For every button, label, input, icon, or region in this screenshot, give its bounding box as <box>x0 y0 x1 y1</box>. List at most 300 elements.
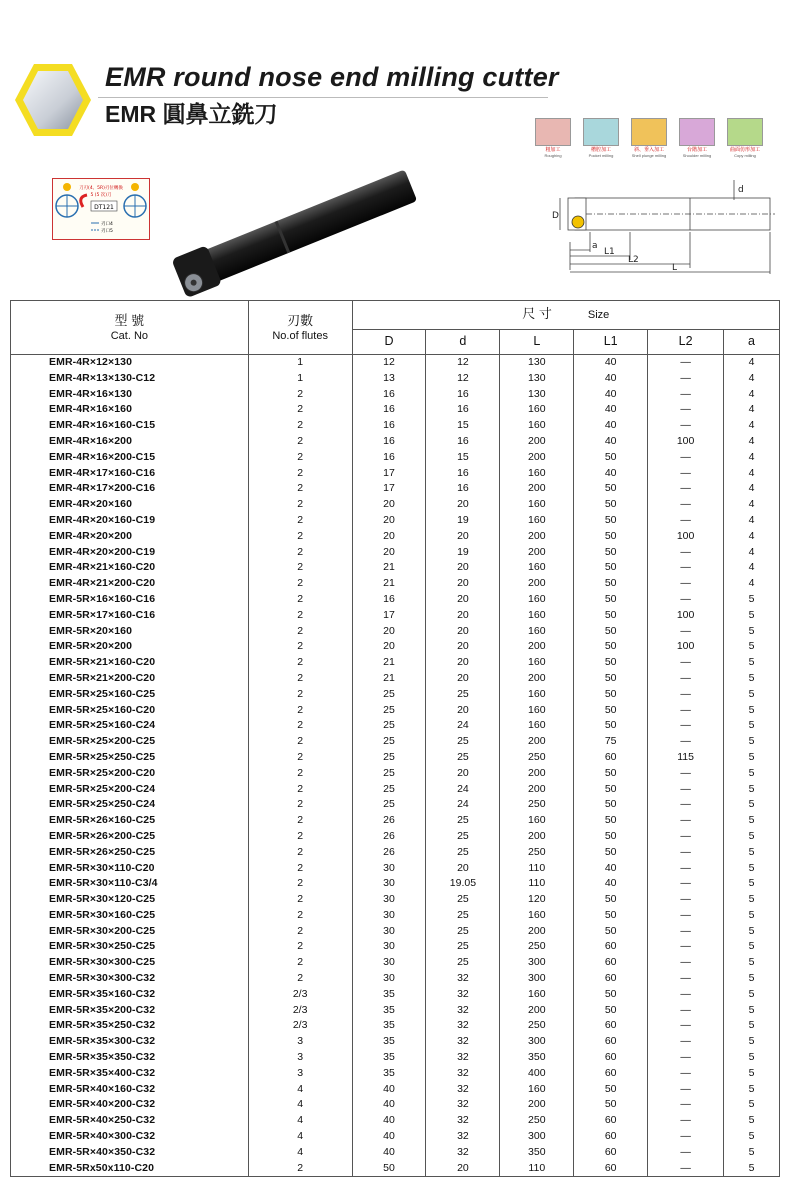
table-row <box>11 908 780 924</box>
value-cell: 160 <box>500 1082 574 1098</box>
value-cell: 20 <box>426 592 500 608</box>
value-cell: 35 <box>352 1018 426 1034</box>
table-row <box>11 481 780 497</box>
value-cell: 50 <box>574 782 648 798</box>
value-cell: 32 <box>426 1050 500 1066</box>
value-cell: 2 <box>248 845 352 861</box>
value-cell: 160 <box>500 497 574 513</box>
value-cell: 2 <box>248 513 352 529</box>
table-row <box>11 782 780 798</box>
value-cell: 50 <box>574 497 648 513</box>
value-cell: 5 <box>724 782 780 798</box>
cat-no-cell: EMR-4R×16×160-C15 <box>11 418 249 434</box>
value-cell: 4 <box>248 1082 352 1098</box>
svg-text:刃口5: 刃口5 <box>101 229 113 234</box>
cat-no-cell: EMR-5R×25×200-C20 <box>11 766 249 782</box>
value-cell: 200 <box>500 766 574 782</box>
value-cell: 32 <box>426 1129 500 1145</box>
value-cell: — <box>648 829 724 845</box>
value-cell: — <box>648 861 724 877</box>
dimension-diagram <box>530 170 780 285</box>
value-cell: 50 <box>574 529 648 545</box>
value-cell: 20 <box>426 576 500 592</box>
value-cell: 25 <box>426 687 500 703</box>
value-cell: 5 <box>724 639 780 655</box>
svg-text:L1: L1 <box>604 247 615 257</box>
table-row <box>11 576 780 592</box>
value-cell: — <box>648 402 724 418</box>
table-row <box>11 1034 780 1050</box>
table-row <box>11 639 780 655</box>
value-cell: 60 <box>574 1113 648 1129</box>
value-cell: 160 <box>500 402 574 418</box>
value-cell: 160 <box>500 987 574 1003</box>
value-cell: 2 <box>248 387 352 403</box>
value-cell: 200 <box>500 782 574 798</box>
value-cell: 60 <box>574 1034 648 1050</box>
value-cell: 20 <box>426 529 500 545</box>
value-cell: 32 <box>426 987 500 1003</box>
value-cell: 30 <box>352 876 426 892</box>
value-cell: 4 <box>724 513 780 529</box>
value-cell: 30 <box>352 939 426 955</box>
value-cell: 50 <box>574 576 648 592</box>
value-cell: 110 <box>500 861 574 877</box>
value-cell: — <box>648 545 724 561</box>
cat-no-cell: EMR-5R×40×160-C32 <box>11 1082 249 1098</box>
value-cell: 50 <box>574 687 648 703</box>
value-cell: 25 <box>426 734 500 750</box>
value-cell: 5 <box>724 908 780 924</box>
value-cell: 5 <box>724 924 780 940</box>
value-cell: 40 <box>574 466 648 482</box>
value-cell: 5 <box>724 1161 780 1177</box>
page-title-en: EMR round nose end milling cutter <box>105 62 559 92</box>
table-row <box>11 1003 780 1019</box>
value-cell: 200 <box>500 545 574 561</box>
value-cell: 160 <box>500 466 574 482</box>
table-row <box>11 592 780 608</box>
value-cell: 20 <box>352 513 426 529</box>
value-cell: 19.05 <box>426 876 500 892</box>
cat-no-cell: EMR-5R×30×250-C25 <box>11 939 249 955</box>
value-cell: 200 <box>500 529 574 545</box>
value-cell: 200 <box>500 734 574 750</box>
value-cell: 16 <box>352 387 426 403</box>
value-cell: 160 <box>500 418 574 434</box>
value-cell: 25 <box>352 797 426 813</box>
table-row <box>11 497 780 513</box>
value-cell: 60 <box>574 1018 648 1034</box>
value-cell: 30 <box>352 971 426 987</box>
value-cell: 2 <box>248 734 352 750</box>
col-flutes: 刃數 No.of flutes <box>248 301 352 355</box>
table-row <box>11 987 780 1003</box>
value-cell: 17 <box>352 608 426 624</box>
value-cell: 25 <box>426 829 500 845</box>
cat-no-cell: EMR-5R×30×120-C25 <box>11 892 249 908</box>
value-cell: 2/3 <box>248 987 352 1003</box>
value-cell: 20 <box>352 529 426 545</box>
value-cell: 250 <box>500 845 574 861</box>
value-cell: 5 <box>724 624 780 640</box>
operation-shoulder: 台階加工 Shoulder milling <box>678 118 716 158</box>
value-cell: 200 <box>500 671 574 687</box>
table-row <box>11 402 780 418</box>
value-cell: 12 <box>426 355 500 371</box>
value-cell: 19 <box>426 513 500 529</box>
cat-no-cell: EMR-5R×17×160-C16 <box>11 608 249 624</box>
cat-no-cell: EMR-5R×40×250-C32 <box>11 1113 249 1129</box>
table-row <box>11 924 780 940</box>
value-cell: 20 <box>352 639 426 655</box>
value-cell: — <box>648 845 724 861</box>
value-cell: 2 <box>248 608 352 624</box>
table-row <box>11 608 780 624</box>
table-row <box>11 892 780 908</box>
svg-text:刀刃(4、5R)刃位轉換: 刀刃(4、5R)刃位轉換 <box>79 186 123 191</box>
value-cell: 4 <box>724 402 780 418</box>
value-cell: 25 <box>426 939 500 955</box>
cat-no-cell: EMR-5R×30×300-C25 <box>11 955 249 971</box>
value-cell: 5 <box>724 687 780 703</box>
cat-no-cell: EMR-5R×40×350-C32 <box>11 1145 249 1161</box>
cat-no-cell: EMR-5R×26×160-C25 <box>11 813 249 829</box>
value-cell: 25 <box>352 703 426 719</box>
value-cell: — <box>648 1050 724 1066</box>
value-cell: 50 <box>574 797 648 813</box>
value-cell: 16 <box>352 592 426 608</box>
value-cell: 21 <box>352 576 426 592</box>
value-cell: 2 <box>248 402 352 418</box>
value-cell: 16 <box>426 466 500 482</box>
value-cell: 50 <box>574 545 648 561</box>
value-cell: 40 <box>574 861 648 877</box>
operation-pocket: 槽腔加工 Pocket milling <box>582 118 620 158</box>
value-cell: 25 <box>426 845 500 861</box>
value-cell: 5 <box>724 1034 780 1050</box>
svg-text:L: L <box>672 263 678 273</box>
value-cell: 2 <box>248 450 352 466</box>
table-row <box>11 955 780 971</box>
value-cell: 40 <box>574 355 648 371</box>
value-cell: — <box>648 1097 724 1113</box>
table-row <box>11 560 780 576</box>
value-cell: 26 <box>352 829 426 845</box>
value-cell: 32 <box>426 1097 500 1113</box>
value-cell: — <box>648 497 724 513</box>
value-cell: — <box>648 1034 724 1050</box>
cat-no-cell: EMR-5R×26×250-C25 <box>11 845 249 861</box>
value-cell: — <box>648 418 724 434</box>
shoulder-milling-icon <box>679 118 715 146</box>
value-cell: 26 <box>352 845 426 861</box>
value-cell: 2 <box>248 861 352 877</box>
value-cell: 50 <box>574 1082 648 1098</box>
value-cell: — <box>648 939 724 955</box>
value-cell: 12 <box>352 355 426 371</box>
value-cell: 13 <box>352 371 426 387</box>
cat-no-cell: EMR-4R×21×160-C20 <box>11 560 249 576</box>
value-cell: — <box>648 1082 724 1098</box>
value-cell: 3 <box>248 1034 352 1050</box>
value-cell: 5 <box>724 1018 780 1034</box>
value-cell: 200 <box>500 1097 574 1113</box>
table-row <box>11 734 780 750</box>
cat-no-cell: EMR-5R×21×200-C20 <box>11 671 249 687</box>
value-cell: 2 <box>248 971 352 987</box>
value-cell: 35 <box>352 1066 426 1082</box>
table-row <box>11 387 780 403</box>
value-cell: 5 <box>724 1003 780 1019</box>
cat-no-cell: EMR-5R×35×300-C32 <box>11 1034 249 1050</box>
value-cell: 20 <box>426 560 500 576</box>
cat-no-cell: EMR-5R×25×160-C25 <box>11 687 249 703</box>
value-cell: 20 <box>426 655 500 671</box>
spec-table-body <box>11 355 780 1177</box>
cat-no-cell: EMR-5R×20×200 <box>11 639 249 655</box>
value-cell: — <box>648 782 724 798</box>
value-cell: 250 <box>500 1113 574 1129</box>
table-row <box>11 545 780 561</box>
value-cell: — <box>648 387 724 403</box>
value-cell: 50 <box>574 703 648 719</box>
table-row <box>11 450 780 466</box>
value-cell: 60 <box>574 939 648 955</box>
value-cell: 5 <box>724 592 780 608</box>
value-cell: — <box>648 1066 724 1082</box>
value-cell: 32 <box>426 1082 500 1098</box>
cat-no-cell: EMR-5R×35×350-C32 <box>11 1050 249 1066</box>
col-cat-no: 型 號 Cat. No <box>11 301 249 355</box>
value-cell: 120 <box>500 892 574 908</box>
value-cell: 5 <box>724 987 780 1003</box>
operation-icons <box>534 118 770 164</box>
value-cell: 100 <box>648 639 724 655</box>
cat-no-cell: EMR-4R×12×130 <box>11 355 249 371</box>
value-cell: 21 <box>352 655 426 671</box>
svg-text:D: D <box>552 211 559 221</box>
value-cell: — <box>648 1129 724 1145</box>
value-cell: 2 <box>248 955 352 971</box>
value-cell: 16 <box>352 450 426 466</box>
value-cell: 2 <box>248 545 352 561</box>
value-cell: 32 <box>426 1113 500 1129</box>
value-cell: 160 <box>500 560 574 576</box>
value-cell: — <box>648 1145 724 1161</box>
value-cell: 300 <box>500 1129 574 1145</box>
col-a: a <box>724 330 780 355</box>
value-cell: 17 <box>352 481 426 497</box>
value-cell: 32 <box>426 1145 500 1161</box>
value-cell: 100 <box>648 434 724 450</box>
value-cell: 4 <box>724 545 780 561</box>
value-cell: 20 <box>352 497 426 513</box>
cat-no-cell: EMR-5R×25×200-C24 <box>11 782 249 798</box>
value-cell: 5 <box>724 718 780 734</box>
value-cell: 30 <box>352 924 426 940</box>
value-cell: 5 <box>724 655 780 671</box>
value-cell: 2 <box>248 703 352 719</box>
col-size-group: 尺 寸 Size <box>352 301 779 330</box>
value-cell: — <box>648 892 724 908</box>
value-cell: 5 <box>724 1082 780 1098</box>
value-cell: 35 <box>352 1034 426 1050</box>
value-cell: 5 <box>724 861 780 877</box>
value-cell: 2 <box>248 576 352 592</box>
value-cell: 40 <box>574 876 648 892</box>
value-cell: 2 <box>248 687 352 703</box>
value-cell: 21 <box>352 560 426 576</box>
value-cell: 25 <box>352 734 426 750</box>
value-cell: 4 <box>724 371 780 387</box>
value-cell: 2 <box>248 813 352 829</box>
value-cell: 4 <box>724 529 780 545</box>
svg-text:d: d <box>738 185 744 195</box>
value-cell: 4 <box>248 1145 352 1161</box>
value-cell: 40 <box>352 1082 426 1098</box>
value-cell: 50 <box>574 450 648 466</box>
value-cell: 40 <box>352 1113 426 1129</box>
value-cell: 4 <box>724 387 780 403</box>
value-cell: 4 <box>724 481 780 497</box>
value-cell: — <box>648 766 724 782</box>
spec-table <box>10 300 780 1177</box>
value-cell: 16 <box>352 434 426 450</box>
value-cell: 25 <box>352 766 426 782</box>
value-cell: 5 <box>724 1129 780 1145</box>
cat-no-cell: EMR-5R×35×160-C32 <box>11 987 249 1003</box>
value-cell: 160 <box>500 703 574 719</box>
value-cell: 19 <box>426 545 500 561</box>
value-cell: 50 <box>574 718 648 734</box>
table-row <box>11 355 780 371</box>
table-row <box>11 813 780 829</box>
value-cell: 2 <box>248 529 352 545</box>
roughing-icon <box>535 118 571 146</box>
value-cell: 50 <box>574 481 648 497</box>
value-cell: 160 <box>500 592 574 608</box>
value-cell: — <box>648 1161 724 1177</box>
table-row <box>11 766 780 782</box>
table-row <box>11 1129 780 1145</box>
table-row <box>11 797 780 813</box>
value-cell: 16 <box>352 418 426 434</box>
value-cell: 20 <box>426 671 500 687</box>
value-cell: 250 <box>500 797 574 813</box>
value-cell: 20 <box>426 497 500 513</box>
value-cell: 2 <box>248 766 352 782</box>
cat-no-cell: EMR-5R×16×160-C16 <box>11 592 249 608</box>
value-cell: 25 <box>426 813 500 829</box>
value-cell: 30 <box>352 861 426 877</box>
value-cell: 20 <box>352 545 426 561</box>
value-cell: 2 <box>248 1161 352 1177</box>
value-cell: 35 <box>352 1050 426 1066</box>
value-cell: 60 <box>574 971 648 987</box>
value-cell: 5 <box>724 766 780 782</box>
value-cell: — <box>648 703 724 719</box>
insert-rotation-icon <box>53 179 149 239</box>
value-cell: 5 <box>724 813 780 829</box>
col-L: L <box>500 330 574 355</box>
value-cell: 250 <box>500 939 574 955</box>
operation-roughing: 粗加工 Roughing <box>534 118 572 158</box>
value-cell: — <box>648 355 724 371</box>
value-cell: 200 <box>500 924 574 940</box>
value-cell: 2 <box>248 939 352 955</box>
value-cell: 250 <box>500 1018 574 1034</box>
value-cell: 2 <box>248 560 352 576</box>
value-cell: 110 <box>500 876 574 892</box>
value-cell: 4 <box>724 497 780 513</box>
value-cell: 50 <box>574 987 648 1003</box>
value-cell: 5 <box>724 939 780 955</box>
value-cell: 4 <box>724 450 780 466</box>
value-cell: 50 <box>574 513 648 529</box>
value-cell: — <box>648 371 724 387</box>
value-cell: 50 <box>574 908 648 924</box>
value-cell: 50 <box>574 671 648 687</box>
value-cell: 200 <box>500 639 574 655</box>
value-cell: 160 <box>500 655 574 671</box>
value-cell: 5 <box>724 1145 780 1161</box>
value-cell: 300 <box>500 971 574 987</box>
value-cell: 5 <box>724 797 780 813</box>
operation-copy: 曲面仿形加工 Copy milling <box>726 118 764 158</box>
value-cell: 200 <box>500 450 574 466</box>
operation-plunge: 斜、垂入加工 Shell plunge milling <box>630 118 668 158</box>
value-cell: 40 <box>574 402 648 418</box>
value-cell: — <box>648 718 724 734</box>
value-cell: 40 <box>574 371 648 387</box>
value-cell: 4 <box>724 466 780 482</box>
value-cell: 300 <box>500 1034 574 1050</box>
value-cell: 160 <box>500 718 574 734</box>
value-cell: 2 <box>248 481 352 497</box>
value-cell: 16 <box>426 434 500 450</box>
value-cell: 15 <box>426 450 500 466</box>
cat-no-cell: EMR-5R×30×110-C3/4 <box>11 876 249 892</box>
value-cell: 2 <box>248 718 352 734</box>
table-row <box>11 624 780 640</box>
value-cell: 25 <box>352 718 426 734</box>
value-cell: 2 <box>248 892 352 908</box>
value-cell: 50 <box>574 924 648 940</box>
value-cell: 2 <box>248 418 352 434</box>
col-L1: L1 <box>574 330 648 355</box>
value-cell: 50 <box>352 1161 426 1177</box>
value-cell: 35 <box>352 1003 426 1019</box>
value-cell: 2/3 <box>248 1003 352 1019</box>
table-row <box>11 1082 780 1098</box>
copy-milling-icon <box>727 118 763 146</box>
value-cell: 16 <box>352 402 426 418</box>
value-cell: — <box>648 734 724 750</box>
value-cell: 2 <box>248 434 352 450</box>
insert-rotation-diagram <box>52 178 150 240</box>
value-cell: 2 <box>248 639 352 655</box>
value-cell: 24 <box>426 718 500 734</box>
value-cell: 100 <box>648 608 724 624</box>
table-row <box>11 671 780 687</box>
value-cell: 60 <box>574 955 648 971</box>
table-row <box>11 718 780 734</box>
value-cell: 200 <box>500 829 574 845</box>
cat-no-cell: EMR-5R×40×300-C32 <box>11 1129 249 1145</box>
value-cell: 130 <box>500 371 574 387</box>
table-row <box>11 971 780 987</box>
